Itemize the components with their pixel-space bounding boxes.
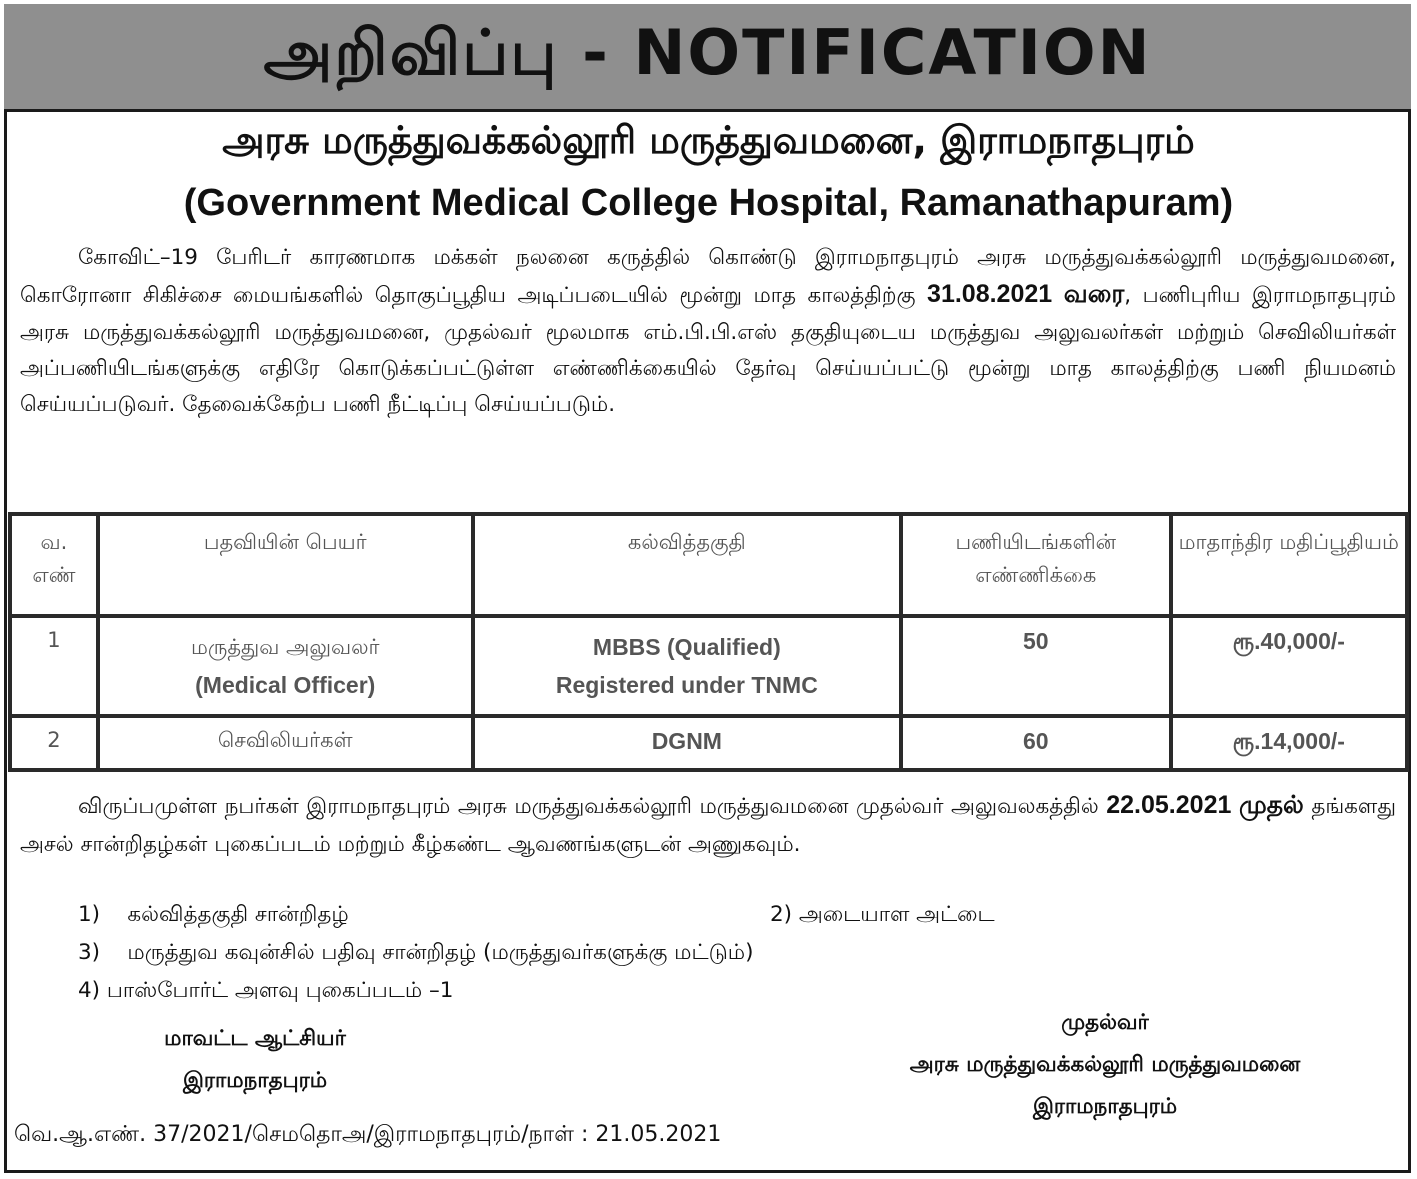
doc-number: 2) bbox=[770, 902, 793, 927]
application-text-1: விருப்பமுள்ள நபர்கள் இராமநாதபுரம் அரசு மருத்துவக்கல்லூரி மருத்துவமனை முதல்வர் அலுவலகத்தில் bbox=[78, 794, 1099, 819]
application-paragraph bbox=[20, 786, 1396, 864]
header-salary: மாதாந்திர மதிப்பூதியம் bbox=[1171, 514, 1407, 616]
cell-vacancies: 50 bbox=[901, 616, 1170, 716]
header-sno: வ. எண் bbox=[10, 514, 98, 616]
intro-text-2: , பணிபுரிய இராமநாதபுரம் அரசு மருத்துவக்கல்லூரி மருத்துவமனை, முதல்வர் மூலமாக எம்.பி.பி.எஸ் தகுதியுடைய மருத்துவ அலுவலர்கள் மற்றும் செவிலியர்கள் அப்பணியிடங்களுக்கு எதிரே கொடுக்கப்பட்டுள்ள எண்ணிக்கையில் தேர்வு செய்யப்பட்டு மூன்று மாத காலத்திற்கு பணி நியமனம் செய்யப்படுவர். தேவைக்கேற்ப பணி நீட்டிப்பு செய்யப்படும். bbox=[20, 283, 1396, 418]
doc-text: கல்வித்தகுதி சான்றிதழ் bbox=[127, 902, 349, 927]
cell-sno: 2 bbox=[10, 716, 98, 770]
cell-qualification bbox=[473, 616, 901, 716]
document-item-3 bbox=[78, 940, 753, 967]
hospital-name-tamil: அரசு மருத்துவக்கல்லூரி மருத்துவமனை, இராமநாதபுரம் bbox=[222, 118, 1195, 162]
table-row bbox=[10, 716, 1407, 770]
header-post: பதவியின் பெயர் bbox=[98, 514, 473, 616]
dean-location: இராமநாதபுரம் bbox=[1033, 1094, 1177, 1119]
table-row bbox=[10, 616, 1407, 716]
collector-location: இராமநாதபுரம் bbox=[183, 1068, 327, 1093]
qualification-line-2: Registered under TNMC bbox=[555, 672, 818, 698]
document-item-2 bbox=[770, 902, 995, 929]
cell-salary: ரூ.40,000/- bbox=[1171, 616, 1407, 716]
notification-banner bbox=[4, 4, 1411, 112]
cell-sno: 1 bbox=[10, 616, 98, 716]
intro-text-1: கோவிட்–19 பேரிடர் காரணமாக மக்கள் நலனை கருத்தில் கொண்டு இராமநாதபுரம் அரசு மருத்துவக்கல்லூரி மருத்துவமனை, கொரோனா சிகிச்சை மையங்களில் தொகுப்பூதிய அடிப்படையில் மூன்று மாத காலத்திற்கு bbox=[20, 245, 1396, 309]
application-text-2: தங்களது அசல் சான்றிதழ்கள் புகைப்படம் மற்றும் கீழ்கண்ட ஆவணங்களுடன் அணுகவும். bbox=[20, 794, 1396, 857]
cell-vacancies: 60 bbox=[901, 716, 1170, 770]
hospital-name-english: (Government Medical College Hospital, Ramanathapuram) bbox=[183, 182, 1234, 224]
header-qualification: கல்வித்தகுதி bbox=[473, 514, 901, 616]
doc-number: 3) bbox=[78, 940, 101, 965]
cell-post: செவிலியர்கள் bbox=[98, 716, 473, 770]
doc-text: பாஸ்போர்ட் அளவு புகைப்படம் –1 bbox=[106, 978, 454, 1003]
intro-paragraph bbox=[20, 240, 1396, 423]
document-item-4 bbox=[78, 978, 453, 1005]
application-start-date: 22.05.2021 முதல் bbox=[1106, 791, 1304, 819]
cell-post bbox=[98, 616, 473, 716]
doc-text: அடையாள அட்டை bbox=[798, 902, 995, 927]
post-english: (Medical Officer) bbox=[195, 672, 376, 698]
vacancy-table bbox=[8, 512, 1409, 772]
qualification-line-1: MBBS (Qualified) bbox=[592, 634, 781, 660]
table-header-row bbox=[10, 514, 1407, 616]
cell-salary: ரூ.14,000/- bbox=[1171, 716, 1407, 770]
intro-deadline: 31.08.2021 வரை bbox=[927, 280, 1125, 309]
doc-text: மருத்துவ கவுன்சில் பதிவு சான்றிதழ் (மருத்துவர்களுக்கு மட்டும்) bbox=[127, 940, 754, 965]
document-item-1 bbox=[78, 902, 349, 929]
doc-number: 1) bbox=[78, 902, 101, 927]
collector-designation: மாவட்ட ஆட்சியர் bbox=[164, 1026, 346, 1051]
header-vacancies: பணியிடங்களின் எண்ணிக்கை bbox=[901, 514, 1170, 616]
banner-title: அறிவிப்பு - NOTIFICATION bbox=[263, 15, 1152, 89]
doc-number: 4) bbox=[78, 978, 101, 1003]
cell-qualification: DGNM bbox=[473, 716, 901, 770]
reference-number: வெ.ஆ.எண். 37/2021/செமதொஅ/இராமநாதபுரம்/நாள் : 21.05.2021 bbox=[14, 1122, 722, 1147]
dean-hospital: அரசு மருத்துவக்கல்லூரி மருத்துவமனை bbox=[909, 1052, 1301, 1077]
dean-designation: முதல்வர் bbox=[1061, 1010, 1149, 1035]
post-tamil: மருத்துவ அலுவலர் bbox=[190, 635, 380, 659]
